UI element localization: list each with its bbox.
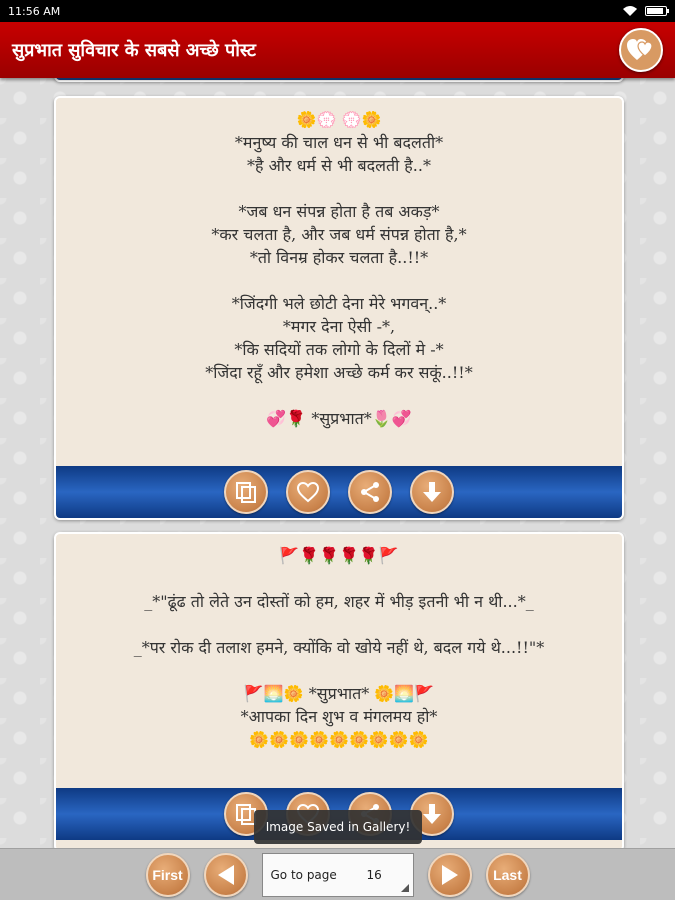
dropdown-corner-icon: [401, 884, 409, 892]
download-arrow-icon: [420, 480, 444, 504]
share-button[interactable]: [348, 470, 392, 514]
status-time: 11:56 AM: [8, 4, 61, 18]
post-action-bar: [56, 466, 622, 518]
download-arrow-icon: [420, 802, 444, 826]
heart-icon: [296, 480, 320, 504]
hearts-icon: [626, 36, 656, 64]
status-icons: [623, 6, 667, 16]
status-bar: [0, 0, 675, 22]
battery-icon: [645, 6, 667, 16]
app-title: सुप्रभात सुविचार के सबसे अच्छे पोस्ट: [12, 40, 257, 61]
previous-page-button[interactable]: [204, 853, 248, 897]
copy-button[interactable]: [224, 470, 268, 514]
copy-icon: [234, 480, 258, 504]
favorites-button[interactable]: [619, 28, 663, 72]
post-text: 🌼💮 💮🌼 *मनुष्य की चाल धन से भी बदलती* *है और धर्म से भी बदलती है..* *जब धन संपन्न होता है तब अकड़* *कर चलता है, और जब धर्म संपन्न होता है,* *तो विनम्र होकर चलता है..!!* *जिंदगी भले छोटी देना मेरे भगवन्..* *मगर देना ऐसी -*, *कि सदियों तक लोगो के दिलों मे -* *जिंदा रहूँ और हमेशा अच्छे कर्म कर सकूं..!!* 💞🌹 *सुप्रभात*🌷💞: [205, 110, 473, 428]
go-to-page-label: Go to page: [270, 867, 337, 882]
post-card: [54, 96, 624, 520]
wifi-icon: [623, 6, 637, 16]
post-card: [54, 532, 624, 848]
pagination-bar: [0, 848, 675, 900]
triangle-right-icon: [440, 864, 460, 886]
next-page-button[interactable]: [428, 853, 472, 897]
first-page-button[interactable]: First: [146, 853, 190, 897]
go-to-page-select[interactable]: [262, 853, 414, 897]
last-page-button[interactable]: Last: [486, 853, 530, 897]
favorite-button[interactable]: [286, 470, 330, 514]
post-action-bar: [56, 78, 622, 80]
current-page-number: 16: [366, 867, 382, 882]
posts-list[interactable]: [0, 78, 675, 848]
post-text: 🚩🌹🌹🌹🌹🚩 _*"ढूंढ तो लेते उन दोस्तों को हम, शहर में भीड़ इतनी भी न थी...*_ _*पर रोक दी तलाश हमने, क्योंकि वो खोये नहीं थे, बदल गये थे...!!"* 🚩🌅🌼 *सुप्रभात* 🌼🌅🚩 *आपका दिन शुभ व मंगलमय हो* 🌼🌼🌼🌼🌼🌼🌼🌼🌼: [133, 546, 545, 749]
download-button[interactable]: [410, 470, 454, 514]
app-header: [0, 22, 675, 78]
triangle-left-icon: [216, 864, 236, 886]
post-card-previous: [54, 78, 624, 82]
toast-message: Image Saved in Gallery!: [254, 810, 422, 844]
share-icon: [358, 480, 382, 504]
